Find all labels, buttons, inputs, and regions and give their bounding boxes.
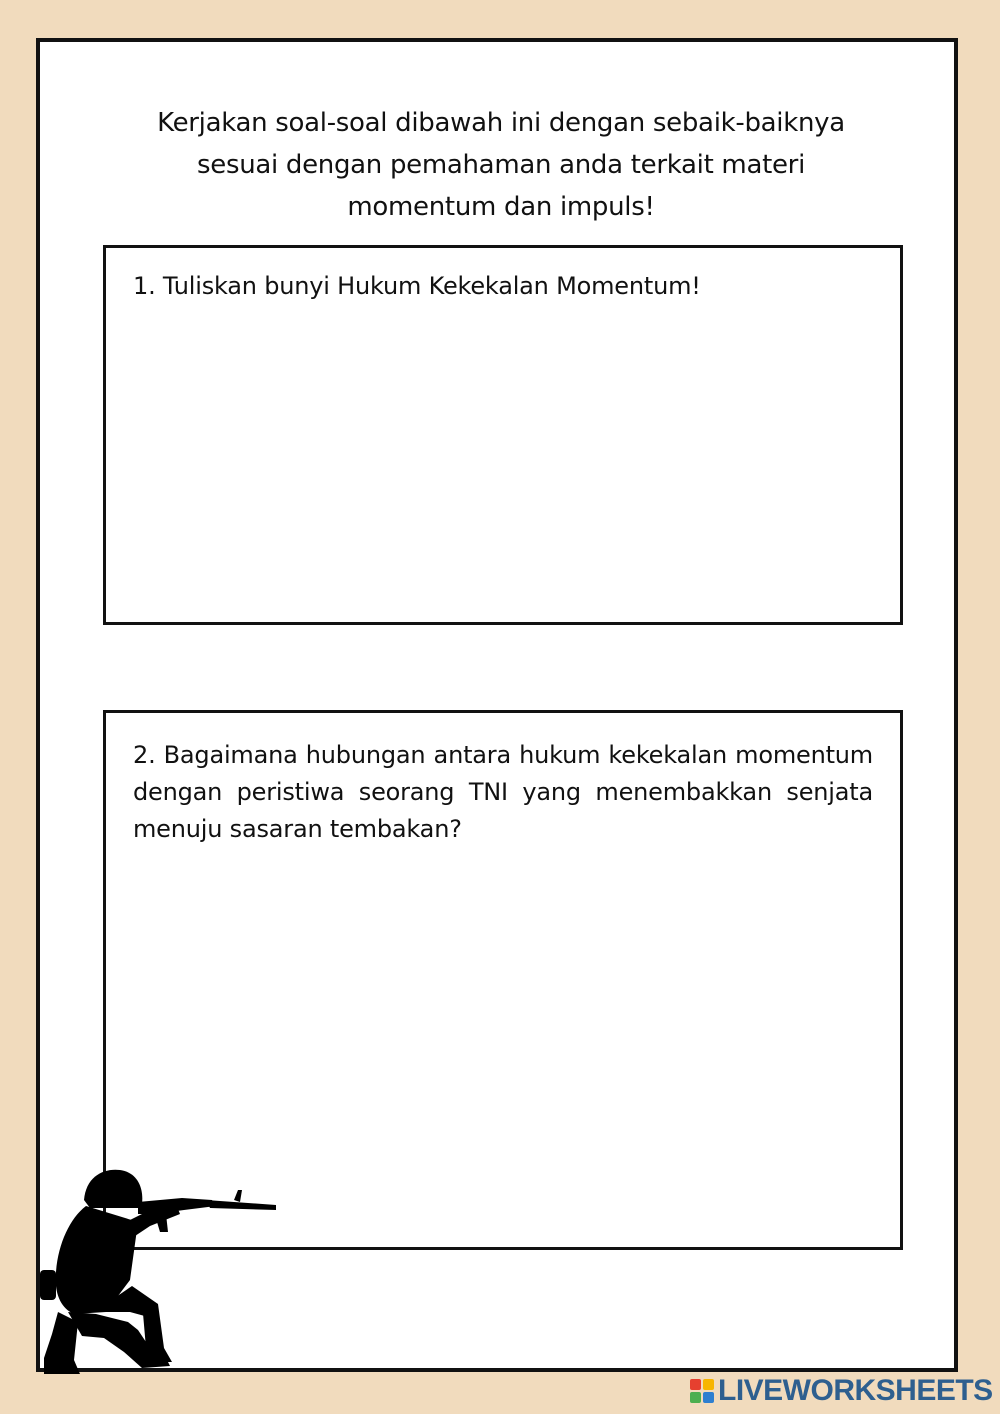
question-1-box <box>103 245 903 625</box>
liveworksheets-logo-icon <box>690 1379 714 1403</box>
question-1-text: 1. Tuliskan bunyi Hukum Kekekalan Momentum! <box>133 272 701 300</box>
liveworksheets-brand <box>690 1376 993 1406</box>
instructions-line: Kerjakan soal-soal dibawah ini dengan sebaik-baiknya <box>157 108 845 138</box>
instructions-line: momentum dan impuls! <box>347 192 655 222</box>
question-2-text: 2. Bagaimana hubungan antara hukum kekekalan momentum dengan peristiwa seorang TNI yang menembakkan senjata menuju sasaran tembakan? <box>133 741 873 843</box>
brand-name: LIVEWORKSHEETS <box>718 1374 993 1407</box>
instructions <box>100 102 902 228</box>
instructions-line: sesuai dengan pemahaman anda terkait materi <box>197 150 805 180</box>
question-1-answer-area[interactable] <box>126 328 880 602</box>
soldier-aiming-rifle-illustration <box>34 1162 284 1376</box>
